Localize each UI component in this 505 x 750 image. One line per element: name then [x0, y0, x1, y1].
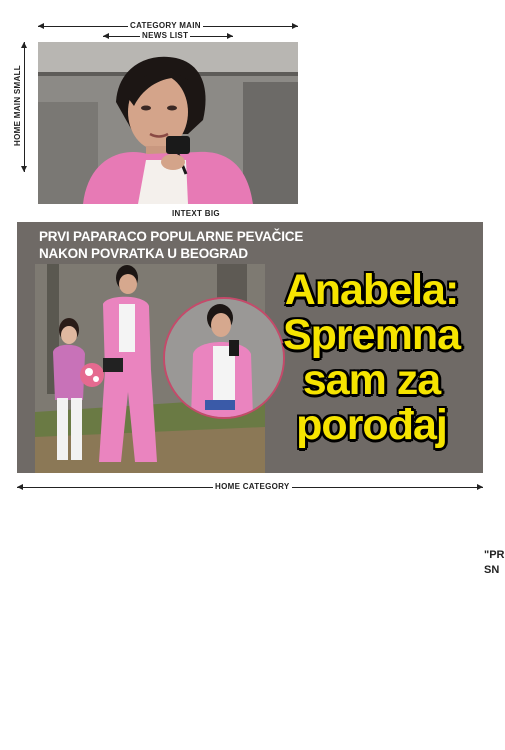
teaser-line-2: SN — [484, 564, 500, 576]
category-main-label: CATEGORY MAIN — [130, 21, 201, 30]
arrow-left-icon — [17, 484, 23, 490]
thumbnail-photo[interactable] — [38, 42, 298, 204]
home-main-small-label: HOME MAIN SMALL — [12, 65, 22, 146]
arrow-left-icon — [38, 23, 44, 29]
headline-line-4: porođaj — [296, 401, 447, 449]
article-banner[interactable] — [17, 222, 483, 473]
woman-portrait-image — [38, 42, 298, 204]
home-category-label: HOME CATEGORY — [215, 482, 290, 491]
intext-big-label: INTEXT BIG — [172, 209, 220, 218]
teaser-text[interactable] — [484, 548, 505, 578]
arrow-right-icon — [477, 484, 483, 490]
teaser-line-1: "PR — [484, 549, 505, 561]
article-kicker — [39, 228, 303, 262]
arrow-down-icon — [21, 166, 27, 172]
arrow-right-icon — [292, 23, 298, 29]
headline-line-2: Spremna — [282, 311, 460, 359]
headline-line-3: sam za — [302, 356, 441, 404]
arrow-right-icon — [227, 33, 233, 39]
arrow-left-icon — [103, 33, 109, 39]
arrow-up-icon — [21, 42, 27, 48]
headline-line-1: Anabela: — [284, 266, 459, 314]
kicker-line-1: PRVI PAPARACO POPULARNE PEVAČICE — [39, 229, 304, 244]
news-list-label: NEWS LIST — [142, 31, 189, 40]
kicker-line-2: NAKON POVRATKA U BEOGRAD — [39, 246, 248, 261]
article-headline[interactable] — [260, 268, 483, 448]
home-main-small-dimension-line — [24, 42, 25, 172]
